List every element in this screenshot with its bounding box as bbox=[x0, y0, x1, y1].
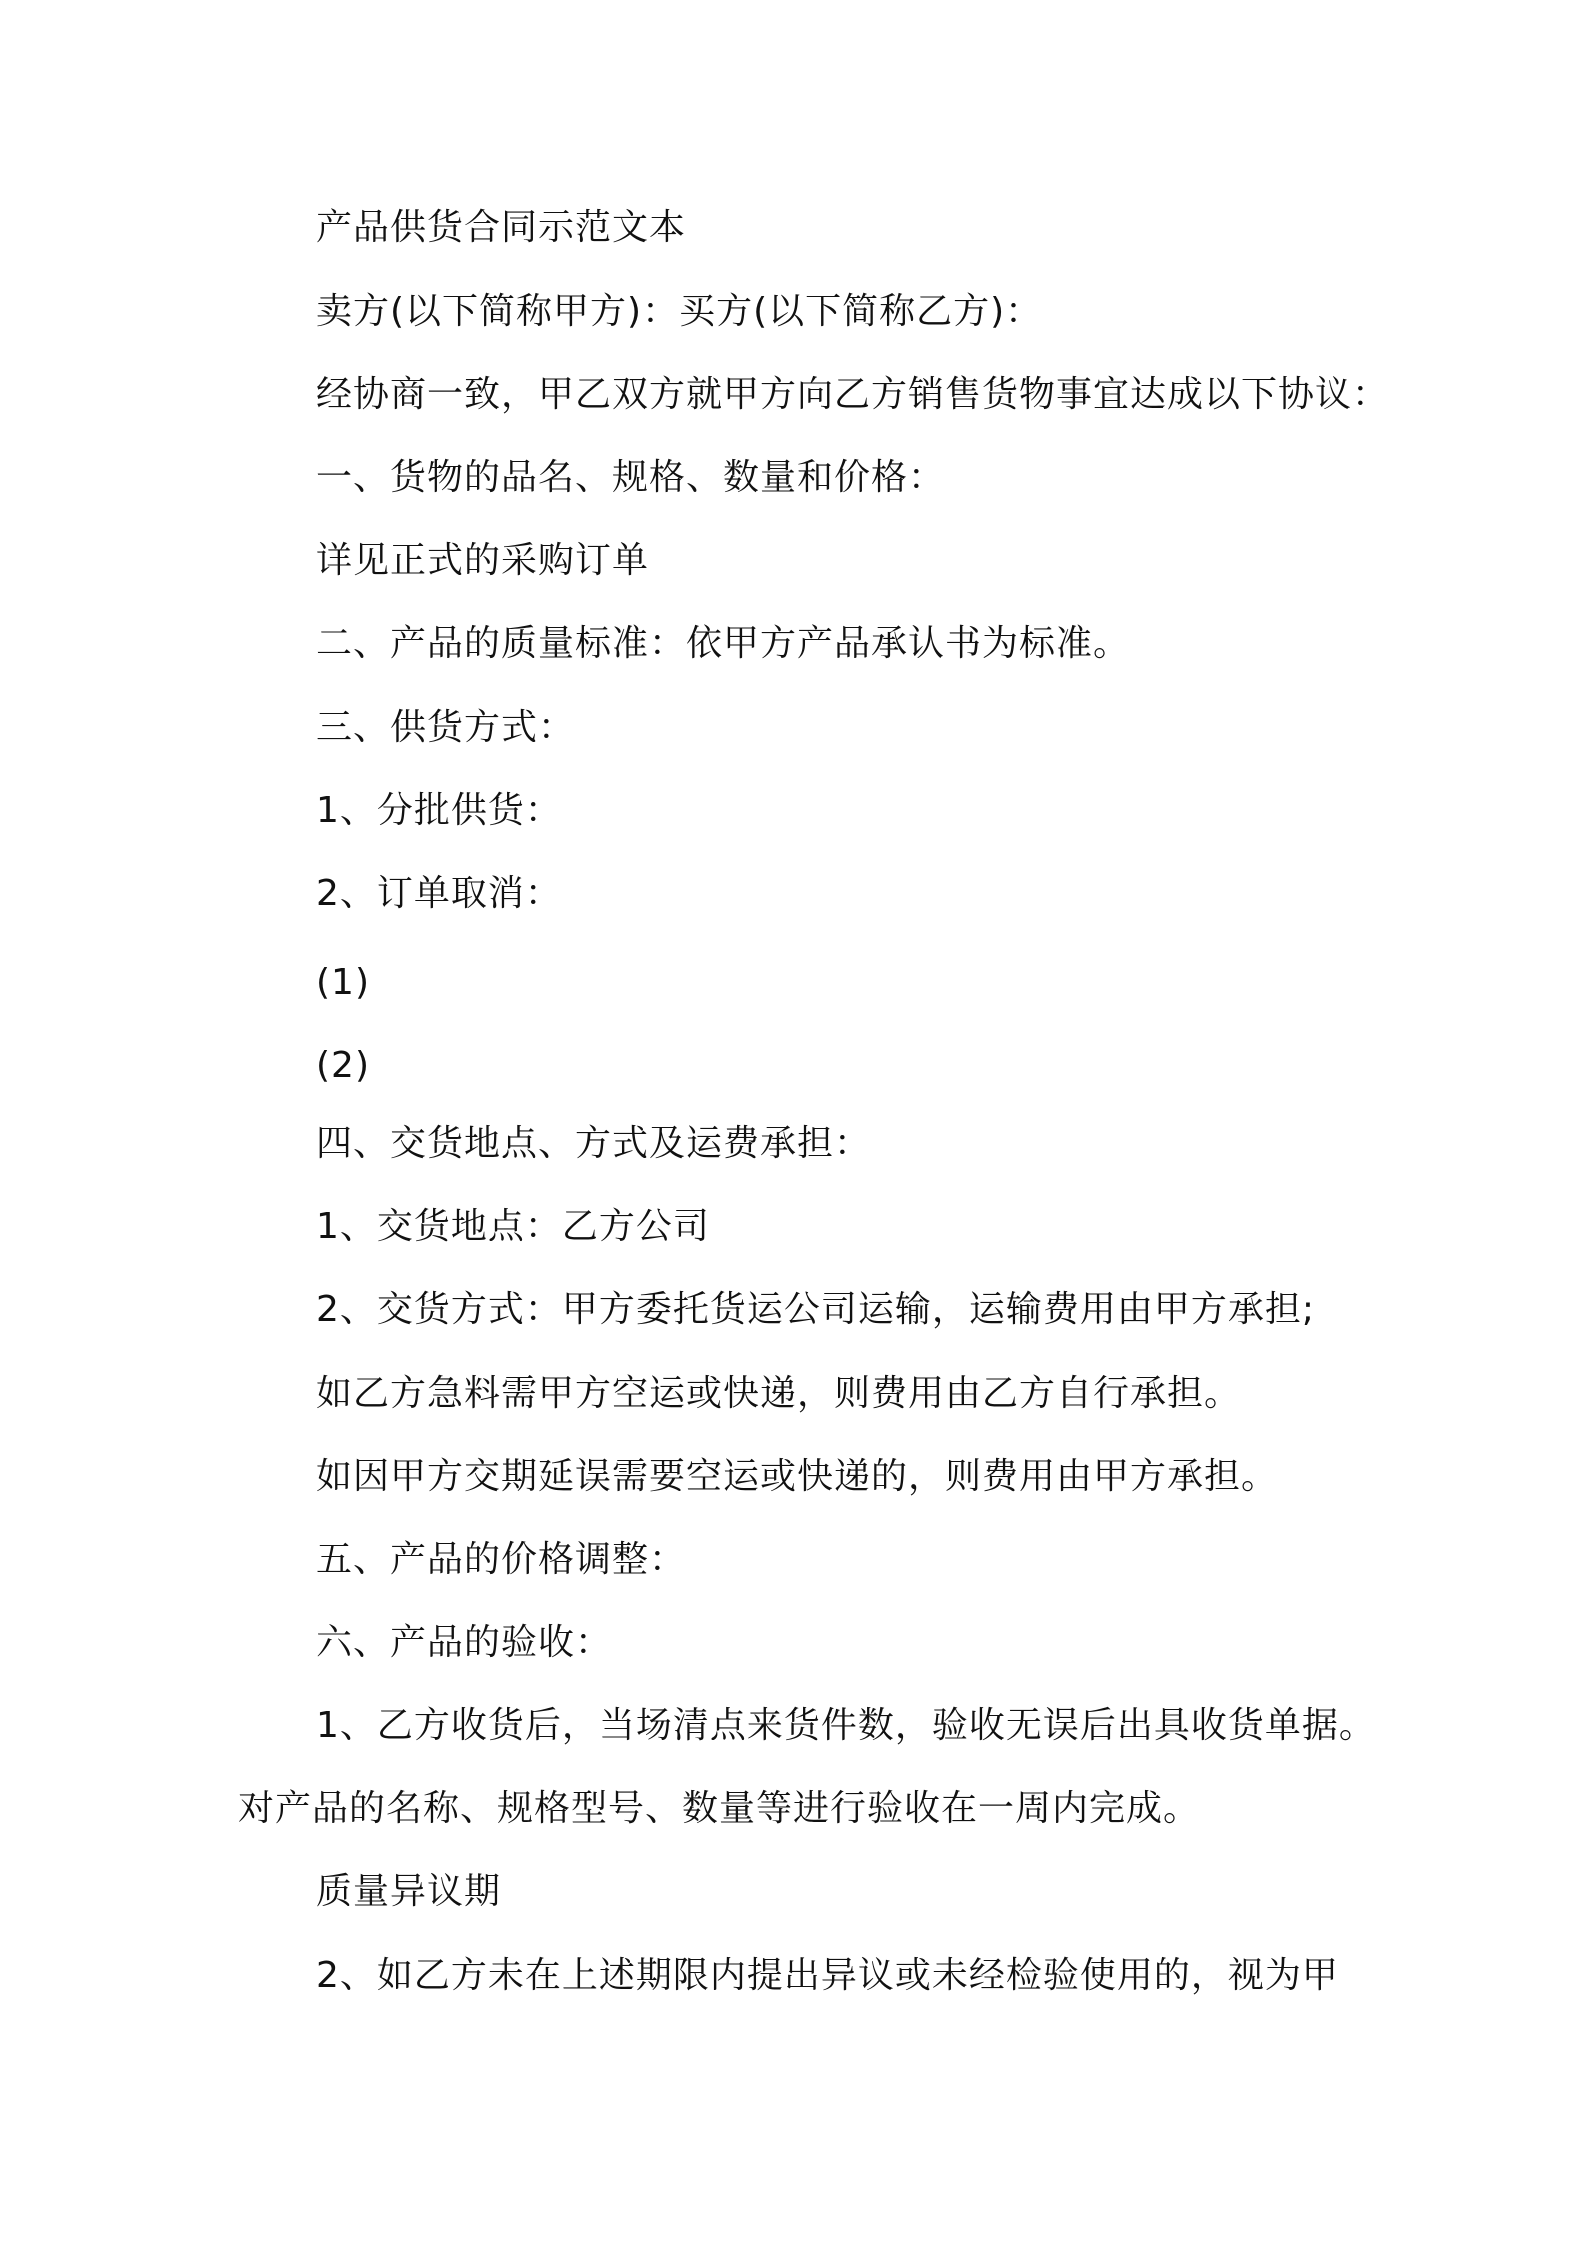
text-line: (2) bbox=[316, 1045, 370, 1086]
text-line: 三、供货方式： bbox=[316, 707, 576, 748]
text-line: 经协商一致，甲乙双方就甲方向乙方销售货物事宜达成以下协议： bbox=[316, 374, 1390, 415]
text-line: 2、订单取消： bbox=[316, 873, 562, 914]
text-line: 2、交货方式：甲方委托货运公司运输，运输费用由甲方承担; bbox=[316, 1289, 1316, 1330]
text-line: 1、交货地点：乙方公司 bbox=[316, 1206, 710, 1247]
text-line: 二、产品的质量标准：依甲方产品承认书为标准。 bbox=[316, 623, 1131, 664]
text-line: 1、分批供货： bbox=[316, 790, 562, 831]
text-line: (1) bbox=[316, 962, 370, 1003]
text-line: 五、产品的价格调整： bbox=[316, 1539, 687, 1580]
text-line: 一、货物的品名、规格、数量和价格： bbox=[316, 457, 946, 498]
text-line: 四、交货地点、方式及运费承担： bbox=[316, 1123, 872, 1164]
document-title: 产品供货合同示范文本 bbox=[316, 207, 687, 248]
text-line: 对产品的名称、规格型号、数量等进行验收在一周内完成。 bbox=[238, 1788, 1201, 1829]
text-line: 质量异议期 bbox=[316, 1871, 502, 1912]
text-line: 详见正式的采购订单 bbox=[316, 540, 650, 581]
text-line: 六、产品的验收： bbox=[316, 1622, 613, 1663]
text-line: 1、乙方收货后，当场清点来货件数，验收无误后出具收货单据。 bbox=[316, 1705, 1376, 1746]
text-line: 如因甲方交期延误需要空运或快递的，则费用由甲方承担。 bbox=[316, 1456, 1279, 1497]
text-line: 如乙方急料需甲方空运或快递，则费用由乙方自行承担。 bbox=[316, 1373, 1242, 1414]
text-line: 2、如乙方未在上述期限内提出异议或未经检验使用的，视为甲 bbox=[316, 1955, 1339, 1996]
text-line: 卖方(以下简称甲方)：买方(以下简称乙方)： bbox=[316, 291, 1043, 332]
